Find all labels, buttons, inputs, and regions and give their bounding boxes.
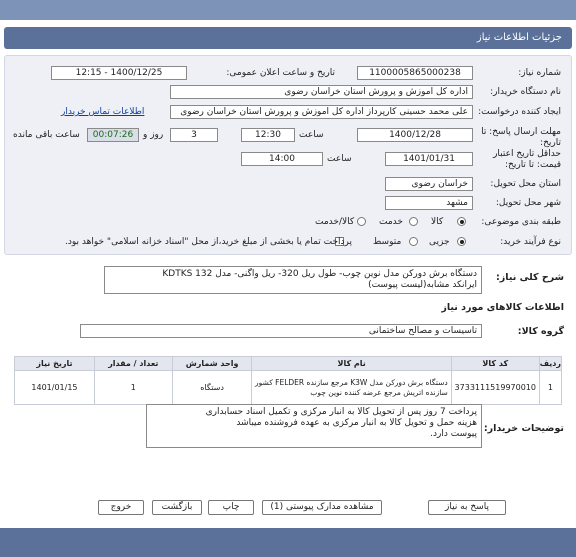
- exit-button[interactable]: خروج: [98, 500, 144, 515]
- print-button[interactable]: چاپ: [208, 500, 254, 515]
- deadline-label: مهلت ارسال پاسخ: تا تاریخ:: [481, 127, 561, 148]
- province-label: استان محل تحویل:: [490, 179, 561, 189]
- goods-info-title: اطلاعات کالاهای مورد نیاز: [441, 302, 564, 313]
- category-goods-label: کالا: [431, 217, 444, 227]
- top-bar: [0, 0, 576, 20]
- cell-name-line2: سازنده اتریش مرجع عرضه کننده نوین چوب: [310, 387, 448, 397]
- page-title: جزئیات اطلاعات نیاز: [476, 32, 562, 43]
- creator-label: ایجاد کننده درخواست:: [478, 107, 561, 117]
- col-unit: واحد شمارش: [172, 357, 252, 371]
- notes-line1: پرداخت 7 روز پس از تحویل کالا به انبار مرکزی و تکمیل اسناد حسابداری: [205, 407, 477, 417]
- need-summary-line1: دستگاه برش دورکن مدل نوین چوب- طول ریل 320- ریل واگنی- مدل KDTKS 132: [162, 269, 477, 279]
- notes-line3: پیوست دارد.: [430, 429, 477, 439]
- col-row: ردیف: [539, 357, 561, 371]
- city-field: مشهد: [385, 196, 473, 210]
- deadline-time-label: ساعت: [299, 130, 324, 140]
- validity-date-field: 1401/01/31: [385, 152, 473, 166]
- view-attachments-button[interactable]: مشاهده مدارک پیوستی (1): [262, 500, 382, 515]
- cell-name-line1: دستگاه برش دورکن مدل K3W مرجع سازنده FELDER کشور: [255, 377, 448, 387]
- need-number-label: شماره نیاز:: [518, 68, 561, 78]
- buyer-org-label: نام دستگاه خریدار:: [490, 87, 561, 97]
- col-date: تاریخ نیاز: [15, 357, 95, 371]
- cell-qty: 1: [94, 371, 172, 405]
- goods-group-label: گروه کالا:: [517, 326, 564, 337]
- validity-time-label: ساعت: [327, 154, 352, 164]
- buyer-notes-field: [146, 404, 482, 448]
- process-medium-label: متوسط: [373, 237, 402, 247]
- announce-label: تاریخ و ساعت اعلان عمومی:: [226, 68, 335, 78]
- creator-field: علی محمد حسینی کارپرداز اداره کل اموزش و پرورش استان خراسان رضوی: [170, 105, 473, 119]
- footer-bar: [0, 528, 576, 557]
- col-qty: تعداد / مقدار: [94, 357, 172, 371]
- days-label: روز و: [143, 130, 164, 140]
- goods-group-field: تاسیسات و مصالح ساختمانی: [80, 324, 482, 338]
- announce-field: 1400/12/25 - 12:15: [51, 66, 187, 80]
- process-medium-radio[interactable]: [409, 237, 418, 246]
- category-both-label: کالا/خدمت: [315, 217, 355, 227]
- province-field: خراسان رضوی: [385, 177, 473, 191]
- treasury-note: پرداخت تمام یا بخشی از مبلغ خرید،از محل "اسناد خزانه اسلامی" خواهد بود.: [65, 237, 353, 247]
- cell-row: 1: [539, 371, 561, 405]
- goods-table: [14, 356, 562, 405]
- cell-code: 3733111519970010: [451, 371, 539, 405]
- process-minor-label: جزیی: [429, 237, 450, 247]
- deadline-time-field: 12:30: [241, 128, 295, 142]
- col-code: کد کالا: [451, 357, 539, 371]
- category-service-label: خدمت: [379, 217, 403, 227]
- deadline-date-field: 1400/12/28: [357, 128, 473, 142]
- remaining-time-field: 00:07:26: [87, 128, 139, 142]
- remaining-label: ساعت باقی مانده: [13, 130, 80, 140]
- category-label: طبقه بندی موضوعی:: [481, 217, 561, 227]
- cell-name: [252, 371, 451, 405]
- process-minor-radio[interactable]: [457, 237, 466, 246]
- need-summary-field: [104, 266, 482, 294]
- cell-unit: دستگاه: [172, 371, 252, 405]
- buyer-contact-link[interactable]: اطلاعات تماس خریدار: [61, 107, 145, 117]
- need-summary-line2: ایرانکد مشابه(لیست پیوست): [368, 280, 477, 290]
- cell-date: 1401/01/15: [15, 371, 95, 405]
- category-both-radio[interactable]: [357, 217, 366, 226]
- table-row[interactable]: [15, 371, 562, 405]
- process-label: نوع فرآیند خرید:: [500, 237, 561, 247]
- back-button[interactable]: بازگشت: [152, 500, 202, 515]
- need-summary-label: شرح کلی نیاز:: [495, 272, 564, 283]
- buyer-notes-label: توضیحات خریدار:: [483, 423, 564, 434]
- goods-table-header: [15, 357, 562, 371]
- category-service-radio[interactable]: [409, 217, 418, 226]
- col-name: نام کالا: [252, 357, 451, 371]
- info-panel: [4, 55, 572, 255]
- days-field: 3: [170, 128, 218, 142]
- need-number-field: 1100005865000238: [357, 66, 473, 80]
- city-label: شهر محل تحویل:: [495, 198, 561, 208]
- buyer-org-field: اداره کل اموزش و پرورش استان خراسان رضوی: [170, 85, 473, 99]
- notes-line2: هزینه حمل و تحویل کالا به انبار مرکزی به عهده فروشنده میباشد: [236, 418, 477, 428]
- category-goods-radio[interactable]: [457, 217, 466, 226]
- validity-time-field: 14:00: [241, 152, 323, 166]
- validity-label: حداقل تاریخ اعتبار قیمت: تا تاریخ:: [493, 149, 561, 170]
- reply-button[interactable]: پاسخ به نیاز: [428, 500, 506, 515]
- section-header: [4, 27, 572, 49]
